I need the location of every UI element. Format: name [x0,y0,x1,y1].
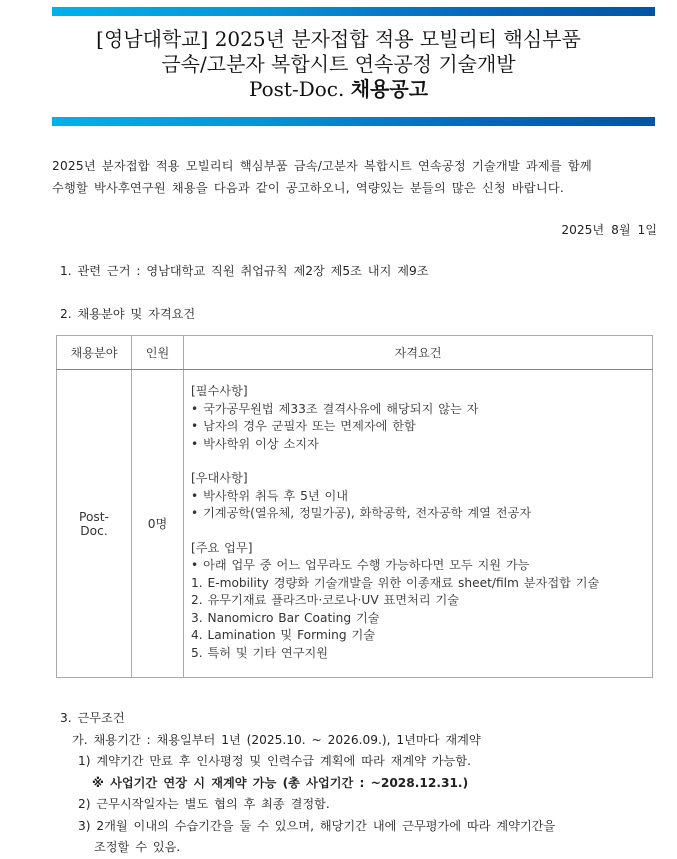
title-line-2: 금속/고분자 복합시트 연속공정 기술개발 [161,52,516,76]
cell-count: 0명 [132,370,184,678]
extension-note: ※ 사업기간 연장 시 재계약 가능 (총 사업기간 : ~2028.12.31.) [92,775,469,790]
requirements-table [56,335,653,678]
list-item: 3. Nanomicro Bar Coating 기술 [191,610,380,625]
cell-field [57,370,132,678]
table-header-row [57,336,653,370]
section-2-heading: 2. 채용분야 및 자격요건 [60,307,196,321]
list-item: • 아래 업무 중 어느 업무라도 수행 가능하다면 모두 지원 가능 [191,558,530,572]
list-item: 4. Lamination 및 Forming 기술 [191,628,376,642]
title-line-3 [0,77,677,102]
section-3-working-conditions [60,708,555,859]
section-1-legal-basis: 1. 관련 근거 : 영남대학교 직원 취업규칙 제2장 제5조 내지 제9조 [60,264,429,278]
condition-item-3-continued: 조정할 수 있음. [94,840,181,854]
condition-item-2: 2) 근무시작일자는 별도 협의 후 최종 결정함. [78,797,330,811]
intro-line-2: 수행할 박사후연구원 채용을 다음과 같이 공고하오니, 역량있는 분들의 많은 신청 바랍니다. [52,181,564,195]
list-item: • 박사학위 이상 소지자 [191,436,319,451]
announcement-date: 2025년 8월 1일 [561,223,657,237]
group-title: [우대사항] [191,471,248,485]
group-title: [필수사항] [191,384,248,398]
list-item: 1. E-mobility 경량화 기술개발을 위한 이종재료 sheet/film 분자접합 기술 [191,575,600,590]
condition-item-3: 3) 2개월 이내의 수습기간을 둘 수 있으며, 해당기간 내에 근무평가에 따라 계약기간을 [78,818,556,833]
title-line-1: [영남대학교] 2025년 분자접합 적용 모빌리티 핵심부품 [96,27,581,51]
intro-paragraph [52,155,662,199]
list-item: • 국가공무원법 제33조 결격사유에 해당되지 않는 자 [191,401,479,416]
list-item: • 기계공학(열유체, 정밀가공), 화학공학, 전자공학 계열 전공자 [191,506,532,520]
list-item: • 남자의 경우 군필자 또는 면제자에 한함 [191,419,416,433]
field-line-1: Post- [79,509,109,524]
list-item: 5. 특허 및 기타 연구지원 [191,645,329,660]
intro-line-1: 2025년 분자접합 적용 모빌리티 핵심부품 금속/고분자 복합시트 연속공정 기술개발 과제를 함께 [52,159,592,173]
cell-qualifications [184,370,653,678]
header-qualifications: 자격요건 [184,336,653,370]
title-line-3-bold: 채용공고 [350,77,429,101]
section-3-heading: 3. 근무조건 [60,711,125,725]
list-item: 2. 유무기재료 플라즈마·코로나·UV 표면처리 기술 [191,593,460,607]
table-row [57,370,653,678]
employment-period: 가. 채용기간 : 채용일부터 1년 (2025.10. ~ 2026.09.), 1년마다 재계약 [72,732,481,747]
group-duties [191,540,646,663]
header-count: 인원 [132,336,184,370]
condition-item-1: 1) 계약기간 만료 후 인사평정 및 인력수급 계획에 따라 재계약 가능함. [78,754,471,768]
header-field: 채용분야 [57,336,132,370]
list-item: • 박사학위 취득 후 5년 이내 [191,488,349,503]
group-required [191,383,646,453]
group-title: [주요 업무] [191,540,253,555]
document-title [0,27,677,102]
group-preferred [191,470,646,523]
field-line-2: Doc. [80,523,108,538]
title-line-3-prefix: Post-Doc. [248,77,351,101]
top-decorative-bar [52,7,655,16]
bottom-decorative-bar [52,117,655,126]
